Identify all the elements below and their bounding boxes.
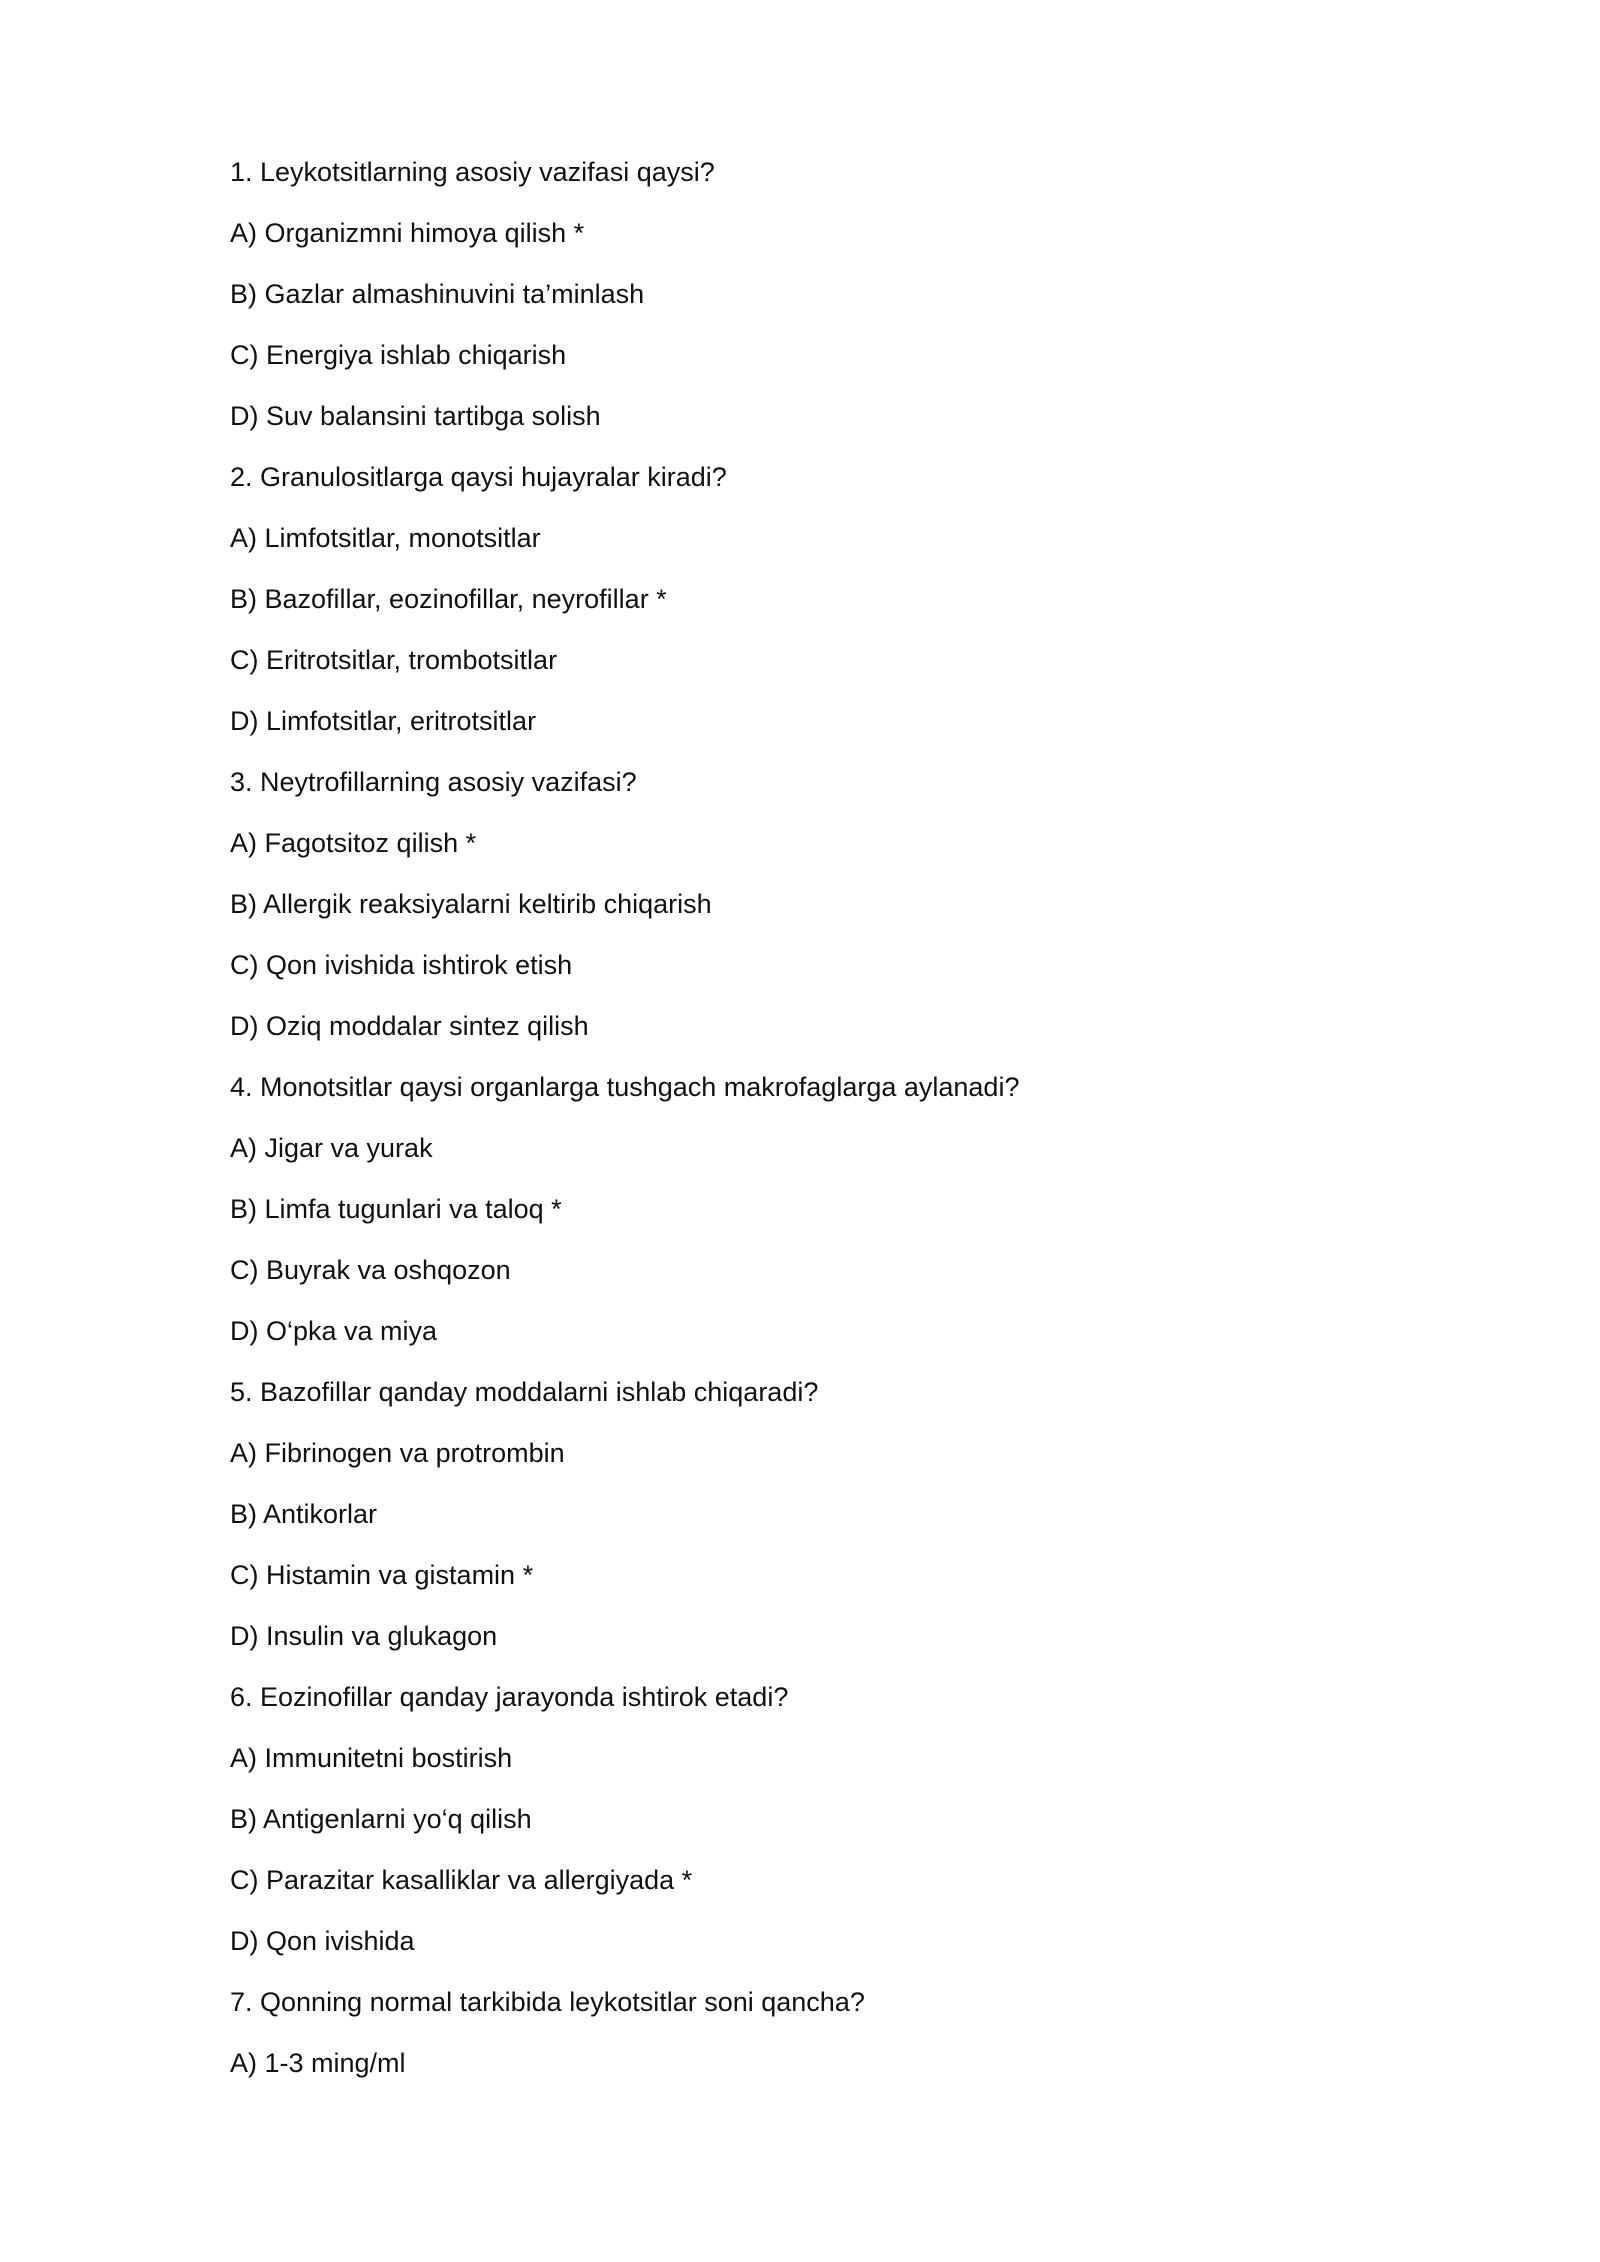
option-2c: C) Eritrotsitlar, trombotsitlar — [230, 645, 558, 675]
option-2d: D) Limfotsitlar, eritrotsitlar — [230, 706, 537, 736]
option-5b: B) Antikorlar — [230, 1499, 378, 1529]
option-6d: D) Qon ivishida — [230, 1926, 415, 1956]
option-6b: B) Antigenlarni yo‘q qilish — [230, 1804, 532, 1834]
question-1: 1. Leykotsitlarning asosiy vazifasi qaysi? — [230, 157, 715, 187]
option-3a: A) Fagotsitoz qilish * — [230, 828, 477, 858]
option-4c: C) Buyrak va oshqozon — [230, 1255, 511, 1285]
option-1b: B) Gazlar almashinuvini ta’minlash — [230, 279, 645, 309]
option-2a: A) Limfotsitlar, monotsitlar — [230, 523, 541, 553]
option-1c: C) Energiya ishlab chiqarish — [230, 340, 567, 370]
option-3c: C) Qon ivishida ishtirok etish — [230, 950, 573, 980]
option-3d: D) Oziq moddalar sintez qilish — [230, 1011, 589, 1041]
option-3b: B) Allergik reaksiyalarni keltirib chiqarish — [230, 889, 712, 919]
question-4: 4. Monotsitlar qaysi organlarga tushgach makrofaglarga aylanadi? — [230, 1072, 1020, 1102]
option-4b: B) Limfa tugunlari va taloq * — [230, 1194, 562, 1224]
question-6: 6. Eozinofillar qanday jarayonda ishtirok etadi? — [230, 1682, 789, 1712]
question-list — [230, 152, 1430, 2104]
option-4d: D) O‘pka va miya — [230, 1316, 438, 1346]
option-5d: D) Insulin va glukagon — [230, 1621, 498, 1651]
option-1a: A) Organizmni himoya qilish * — [230, 218, 585, 248]
option-2b: B) Bazofillar, eozinofillar, neyrofillar * — [230, 584, 667, 614]
question-5: 5. Bazofillar qanday moddalarni ishlab chiqaradi? — [230, 1377, 819, 1407]
option-4a: A) Jigar va yurak — [230, 1133, 433, 1163]
option-5c: C) Histamin va gistamin * — [230, 1560, 534, 1590]
question-3: 3. Neytrofillarning asosiy vazifasi? — [230, 767, 637, 797]
option-6a: A) Immunitetni bostirish — [230, 1743, 513, 1773]
question-7: 7. Qonning normal tarkibida leykotsitlar soni qancha? — [230, 1987, 865, 2017]
option-7a: A) 1-3 ming/ml — [230, 2048, 406, 2078]
option-5a: A) Fibrinogen va protrombin — [230, 1438, 565, 1468]
option-1d: D) Suv balansini tartibga solish — [230, 401, 601, 431]
question-2: 2. Granulositlarga qaysi hujayralar kiradi? — [230, 462, 727, 492]
option-6c: C) Parazitar kasalliklar va allergiyada * — [230, 1865, 693, 1895]
